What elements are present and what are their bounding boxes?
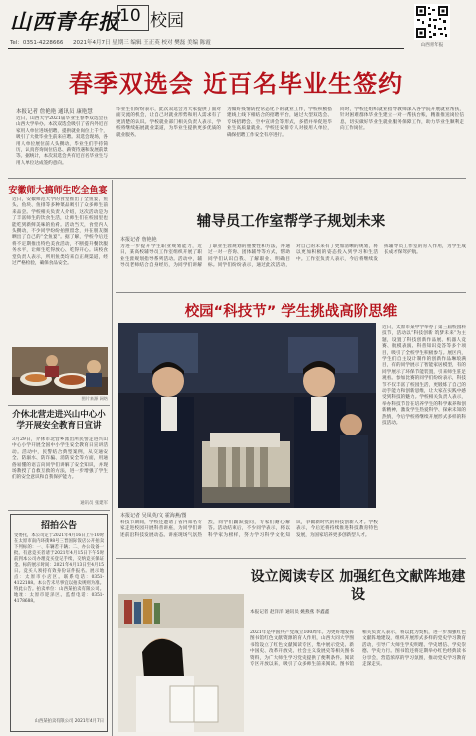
divider-story5 bbox=[116, 558, 466, 559]
masthead-tel: Tel：0351-4228666 bbox=[10, 40, 64, 46]
qr-caption: 山西青年报 bbox=[420, 43, 444, 48]
headline-spring-job-fair: 春季双选会 近百名毕业生签约 bbox=[68, 70, 404, 98]
divider-story2 bbox=[8, 405, 110, 406]
reading-zone-photo bbox=[118, 594, 244, 732]
byline-story5: 本报记者 吴凤英/文 霍海燕/图 bbox=[120, 513, 187, 519]
science-festival-photo bbox=[118, 323, 376, 508]
story1-col3: 为做好疫情防控常态化下的就业工作，学校积极搭建线上线下相结合的招聘平台，通过大型双选会、专场招聘会、空中宣讲会等形式，多措并举促进毕业生高质量就业。学校还安排专人对接用人单位，确保招聘工作安全有序进行。 bbox=[227, 107, 332, 138]
byline-story6: 本报记者 赵洋洋 通讯员 姚燕燕 李鑫鑫 bbox=[250, 610, 330, 615]
auction-notice-title: 招拍公告 bbox=[40, 521, 77, 531]
story5-body-right: 近日，太原市某中学举办了第三届校园科技节，活动以“科技创新 筑梦未来”为主题，设置了科技创新作品展、机器人竞赛、航模表演、科普知识竞答等多个项目，吸引了全校学生积极参与。展区内，学生们自主设计制作的创新作品琳琅满目，有的同学展示了智能家居模型，有的同学展示了环保节能装置，引来师生驻足观看。参加比赛的同学们纷纷表示，科技节不仅丰富了校园生活，更锻炼了自己的动手能力和创新思维，让大家在实践中感受到科技的魅力。学校相关负责人表示，举办科技节旨在培养学生的科学素养和创新精神，激发学生热爱科学、探索未知的热情，今后学校将继续开展形式多样的科技活动。 bbox=[382, 325, 466, 427]
story5-body-bottom: 科技节期间，学校还邀请了省内知名专家走进校园开展科普讲座，为同学们讲述前沿科技发展动态。讲座现场气氛热烈，同学们踊跃提问，专家们耐心解答。活动结束后，不少同学表示，将以科学家为榜样，努力学习科学文化知识，争做新时代的科技创新人才。学校表示，今后还将持续推进科技教育特色发展，为国家培养更多创新型人才。 bbox=[120, 520, 378, 538]
story6-body: 2021年是中国共产党成立100周年。为更好地发挥图书馆红色文献资源的育人作用，山西大同大学图书馆设立了红色文献阅读专区，集中展示党史、新中国史、改革开放史、社会主义发展史等相关图书资料，为广大师生学习党史提供了便利条件。阅读专区开放以来，吸引了众多师生前来阅读。图书馆相关负责人表示，将以此为契机，进一步加强红色文献阵地建设，组织开展形式多样的党史学习教育活动，引导广大师生学史明理、学史增信、学史崇德、学史力行。图书馆还将定期举办红色经典读书分享会，营造浓厚的学习氛围，推动党史学习教育走深走实。 bbox=[250, 630, 466, 668]
left-column-divider bbox=[112, 180, 113, 736]
headline-counselor-studio: 辅导员工作室帮学子规划未来 bbox=[196, 214, 386, 230]
headline-reading-zone: 设立阅读专区 加强红色文献阵地建设 bbox=[250, 569, 466, 603]
story1-col2: 毕业生们纷纷表示，此次双选会为大家提供了面对面交流的机会，让自己对就业形势和用人需求有了更清楚的认识。学校就业部门相关负责人表示，学校将继续拓展就业渠道，为毕业生提供更多优质的就业服务。 bbox=[116, 107, 221, 138]
headline-safety-education: 介休北营走进兴山中心小学开展安全教育日宣讲 bbox=[12, 410, 106, 431]
newspaper-logo: 山西青年报 bbox=[10, 9, 120, 34]
qr-code bbox=[414, 4, 450, 40]
auction-notice-body: 受委托，本公司定于2021年4月16日上午10时在太原市南内环街98号三晋国际饭店公开拍卖下列标的：一、车辆若干辆；二、办公设备一批。有意竞买者请于2021年4月15日下午5时前到本公司办理竞买登记手续，交纳竞买保证金。标的展示时间：2021年4月13日至4月15日。竞买人须持有效身份证件报名。展示地点：太原市小店区。联系电话：0351-4122188。本公告未尽事宜以拍卖规则为准。特此公告。拍卖单位：山西某拍卖有限公司。地址：太原市迎泽区。监督电话：0351-4178688。 bbox=[14, 533, 104, 604]
masthead bbox=[0, 0, 476, 52]
headline-science-festival: 校园“科技节” 学生挑战高阶思维 bbox=[184, 304, 398, 320]
masthead-rule bbox=[8, 48, 404, 49]
fish-feast-photo bbox=[12, 347, 108, 395]
masthead-dateline: 2021年4月7日 星期三 编辑 王正英 校对 樊磊 美编 陈霞 bbox=[73, 40, 211, 46]
story3-body: 3月29日，介休市北营乡派出所民警走进兴山中心小学开展全国中小学生安全教育日宣讲活动。活动中，民警结合典型案例，从交通安全、防溺水、防诈骗、消防安全等方面，用通俗易懂的语言向同学们讲解了安全知识，并现场教授了自救互救的方法，进一步增强了学生们的安全意识和自我保护能力。 bbox=[12, 437, 108, 481]
byline-story1: 本报记者 詹艳艳 通讯员 康艳慧 bbox=[16, 109, 93, 115]
headline-fish-feast: 安徽师大搞师生吃全鱼宴 bbox=[8, 186, 108, 196]
story3-credit: 通讯员 张建军 bbox=[80, 501, 108, 506]
story4-body: 为进一步提升学生职业规划能力，近日，某高校辅导员工作室组织开展了职业生涯规划指导系列活动。活动中，辅导员老师结合自身经历，为同学们讲解了职业生涯规划的重要性和方法，并通过一对一咨询、团体辅导等方式，帮助同学们认识自我、了解职业、明确目标。同学们纷纷表示，通过此次活动，对自己的未来有了更加清晰的规划，将以更加积极的姿态投入到学习和生活中。工作室负责人表示，今后将继续发挥辅导员工作室的育人作用，为学生成长成才保驾护航。 bbox=[120, 244, 466, 269]
section-name: 校园 bbox=[150, 11, 184, 31]
auction-notice-footer: 山西某拍卖有限公司 2021年4月7日 bbox=[34, 719, 104, 724]
story1-col1: 近日，山西大学2021届毕业生春季双选会在山西大学举办。本次双选会吸引了省内外近百家用人单位进场招聘，提供就业岗位上千个，吸引了大批毕业生前来应聘。双选会现场，各用人单位展位前人头攒动，毕业生们手持简历，认真咨询岗位信息、薪资待遇和发展前景等。据统计，本次双选会共有近百名毕业生与用人单位达成签约意向。 bbox=[16, 116, 108, 166]
story2-body: 近日，安徽师范大学的食堂推出了全鱼宴，鱼头、鱼块、鱼排等多种菜品吸引了众多师生前来品尝。学校相关负责人介绍，这次活动是为了丰富师生的饮食生活，让师生们在校园里也能吃到新鲜美味的鱼肴。活动当天，食堂内人头攒动，不少同学纷纷拍照留念，并在朋友圈晒出了自己的“全鱼宴”。据了解，学校今后还将不定期推出特色美食活动，不断提升餐饮服务水平，让师生吃得放心、吃得开心。该校食堂负责人表示，所用鱼类均来自正规渠道，经过严格检验，确保食品安全。 bbox=[12, 197, 108, 267]
story1-col4: 同时，学校还组织就业指导教师深入各学院开展就业帮扶，针对困难群体毕业生建立一对一帮扶台账，精准推送岗位信息，切实做好毕业生就业服务保障工作，助力毕业生顺利走向工作岗位。 bbox=[340, 107, 464, 132]
page-number: 10 bbox=[119, 6, 141, 26]
byline-story4: 本报记者 詹艳艳 bbox=[120, 237, 157, 243]
divider-story3 bbox=[8, 510, 110, 511]
fish-feast-photo-caption: 图片来源 网络 bbox=[81, 396, 108, 401]
divider-story1 bbox=[8, 178, 466, 179]
divider-story4 bbox=[116, 292, 466, 293]
